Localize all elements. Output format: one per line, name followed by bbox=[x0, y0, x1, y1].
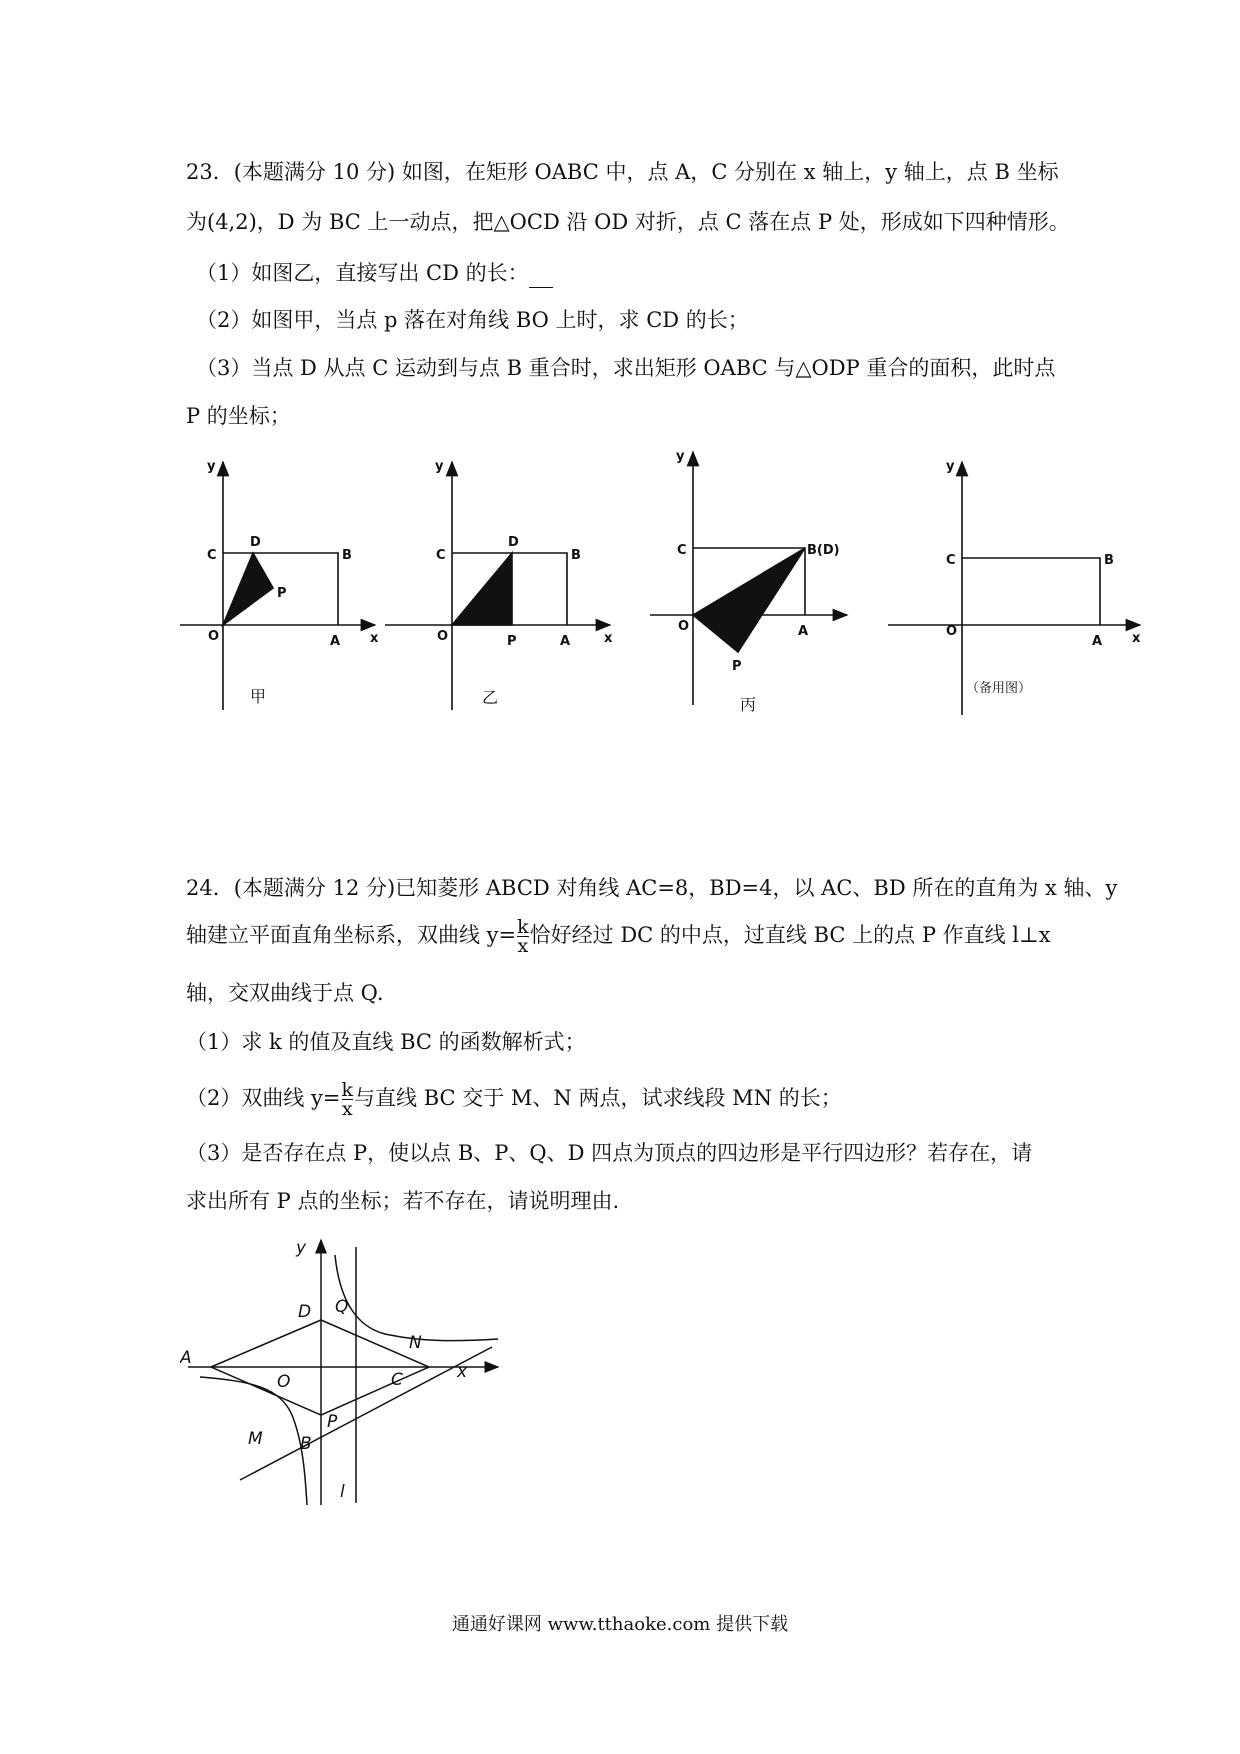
q24-part-1: （1）求 k 的值及直线 BC 的函数解析式； bbox=[186, 1030, 586, 1054]
q23-part-3-line-2: P 的坐标； bbox=[186, 404, 291, 428]
label-y: y bbox=[676, 449, 685, 464]
footer: 通通好课网 www.tthaoke.com 提供下载 bbox=[451, 1614, 789, 1635]
q23-line-1: 23．(本题满分 10 分) 如图，在矩形 OABC 中，点 A，C 分别在 x 轴上，y 轴上，点 B 坐标 bbox=[186, 160, 1059, 184]
label-a: A bbox=[330, 634, 341, 649]
label-x: x bbox=[370, 631, 379, 646]
figure-yi bbox=[385, 462, 610, 710]
label-m: M bbox=[248, 1429, 263, 1449]
label-x: x bbox=[1132, 631, 1141, 646]
q23-figures bbox=[170, 440, 1170, 730]
label-c: C bbox=[946, 553, 956, 568]
q24-part-3-line-2: 求出所有 P 点的坐标；若不存在，请说明理由. bbox=[186, 1189, 620, 1213]
label-b: B bbox=[1104, 553, 1114, 568]
q24-line-2: 轴建立平面直角坐标系，双曲线 y= $\frac{k}{x}$ 恰好经过 DC 的中点，过直线 BC 上的点 P 作直线 l⊥x bbox=[186, 916, 1051, 957]
figure-bing bbox=[650, 452, 847, 705]
label-c: C bbox=[207, 548, 217, 563]
fraction-k-over-x: $\frac{k}{x}$ bbox=[517, 916, 529, 957]
label-o: O bbox=[946, 624, 958, 639]
label-d: D bbox=[508, 535, 519, 550]
caption-bing: 丙 bbox=[740, 695, 757, 714]
label-y: y bbox=[296, 1238, 307, 1258]
q24-part-2: （2）双曲线 y= $\frac{k}{x}$ 与直线 BC 交于 M、N 两点，试求线段 MN 的长； bbox=[186, 1079, 842, 1120]
label-a: A bbox=[560, 634, 571, 649]
q23-part-2: （2）如图甲，当点 p 落在对角线 BO 上时，求 CD 的长； bbox=[196, 308, 749, 332]
label-p: P bbox=[277, 586, 287, 601]
label-x: x bbox=[457, 1362, 468, 1382]
caption-yi: 乙 bbox=[482, 688, 499, 707]
label-x: x bbox=[604, 631, 613, 646]
q24-line-3: 轴，交双曲线于点 Q. bbox=[186, 981, 384, 1005]
label-o: O bbox=[678, 619, 690, 634]
q23-part-3-line-1: （3）当点 D 从点 C 运动到与点 B 重合时，求出矩形 OABC 与△ODP 重合的面积，此时点 bbox=[196, 356, 1056, 380]
q24-part-3-line-1: （3）是否存在点 P，使以点 B、P、Q、D 四点为顶点的四边形是平行四边形？若存在，请 bbox=[186, 1141, 1033, 1165]
label-p: P bbox=[327, 1412, 338, 1432]
q23-part-1: （1）如图乙，直接写出 CD 的长： bbox=[196, 258, 553, 288]
label-d: D bbox=[298, 1302, 312, 1322]
label-l: l bbox=[340, 1482, 345, 1502]
label-n: N bbox=[409, 1333, 422, 1353]
label-y: y bbox=[435, 459, 444, 474]
q24-line-1: 24．(本题满分 12 分)已知菱形 ABCD 对角线 AC=8，BD=4，以 AC、BD 所在的直角为 x 轴、y bbox=[186, 876, 1118, 900]
label-p: P bbox=[507, 634, 517, 649]
label-b: B bbox=[571, 548, 581, 563]
figure-backup bbox=[888, 462, 1140, 715]
label-a: A bbox=[1092, 634, 1103, 649]
label-bd: B(D) bbox=[807, 543, 840, 558]
label-q: Q bbox=[335, 1297, 349, 1317]
label-y: y bbox=[946, 459, 955, 474]
label-a: A bbox=[180, 1348, 192, 1368]
label-c: C bbox=[436, 548, 446, 563]
label-p: P bbox=[732, 659, 742, 674]
caption-backup: （备用图） bbox=[966, 681, 1032, 696]
label-o: O bbox=[208, 629, 220, 644]
label-a: A bbox=[798, 624, 809, 639]
q23-line-2: 为(4,2)，D 为 BC 上一动点，把△OCD 沿 OD 对折，点 C 落在点 P 处，形成如下四种情形。 bbox=[186, 210, 1070, 234]
label-c: C bbox=[391, 1370, 403, 1390]
q24-figure bbox=[180, 1235, 540, 1525]
label-o: O bbox=[277, 1372, 291, 1392]
label-c: C bbox=[677, 543, 687, 558]
label-o: O bbox=[437, 629, 449, 644]
label-b: B bbox=[342, 548, 352, 563]
label-d: D bbox=[250, 535, 261, 550]
label-y: y bbox=[207, 459, 216, 474]
label-b: B bbox=[300, 1434, 312, 1454]
caption-jia: 甲 bbox=[250, 687, 267, 706]
fraction-k-over-x: $\frac{k}{x}$ bbox=[341, 1079, 354, 1120]
